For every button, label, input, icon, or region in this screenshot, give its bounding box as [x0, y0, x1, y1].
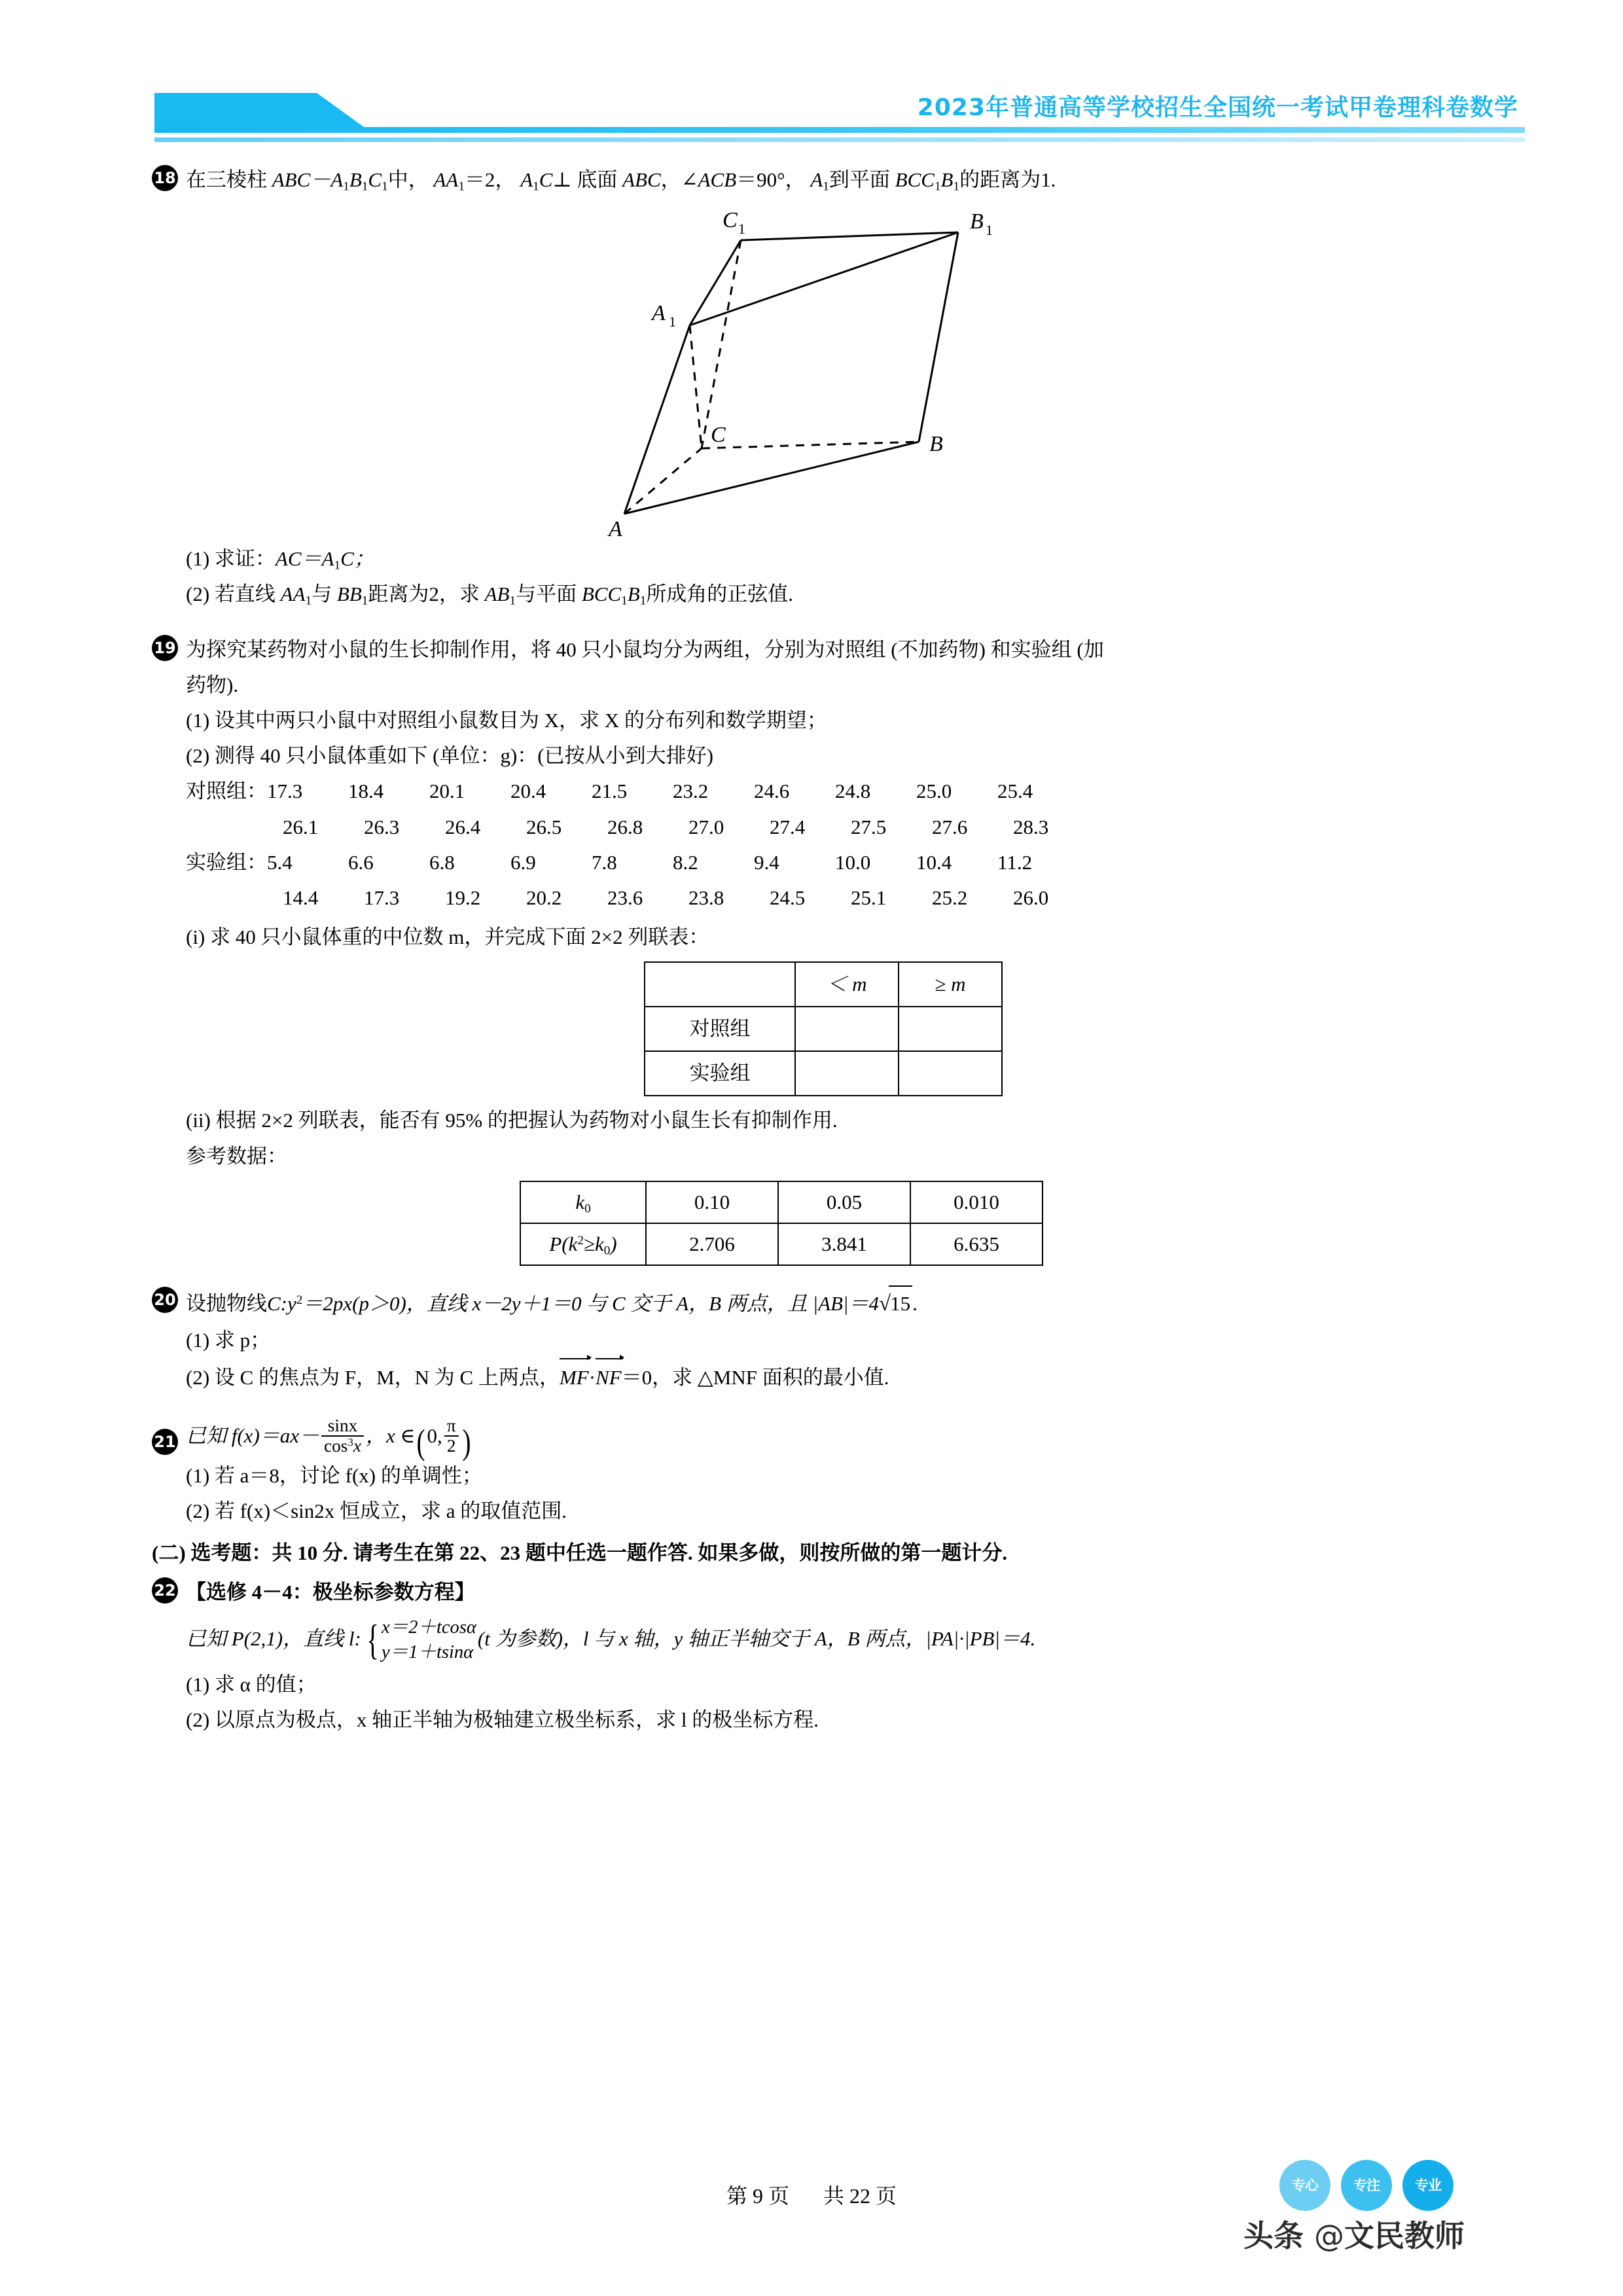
contingency-cell-experiment-ge[interactable]: [899, 1051, 1002, 1096]
data-value: 17.3: [364, 886, 400, 910]
logo-circle-2: 专注: [1341, 2160, 1392, 2211]
fraction-sinx-cos3x: [321, 1416, 364, 1456]
p18-stem-e: ，∠: [660, 168, 698, 191]
figure-label-C1: C: [722, 207, 738, 232]
problem-19-line1: 为探究某药物对小鼠的生长抑制作用，将 40 只小鼠均分为两组，分别为对照组 (不加药物) 和实验组 (加: [186, 637, 1104, 661]
table-row: [520, 1181, 1043, 1223]
watermark: [1243, 2212, 1465, 2255]
p18-stem-a: 在三棱柱: [186, 168, 267, 191]
p18-stem-g: 到平面: [829, 168, 890, 191]
section-b-heading: (二) 选考题：共 10 分. 请考生在第 22、23 题中任选一题作答. 如果多做，则按所做的第一题计分.: [152, 1541, 1008, 1565]
vector-mf: MF: [560, 1359, 589, 1394]
problem-20-sub2: [186, 1359, 1467, 1394]
k-table-label-k0: $k_0$: [520, 1181, 646, 1223]
problem-19-number: 19: [152, 635, 178, 661]
data-value: 9.4: [754, 850, 779, 874]
contingency-row-experiment: 实验组: [645, 1051, 795, 1096]
brand-logo: [1279, 2160, 1541, 2212]
figure-label-C: C: [711, 422, 726, 447]
data-value: 26.1: [283, 815, 319, 838]
table-row: [645, 1007, 1002, 1051]
data-value: 6.6: [348, 850, 374, 874]
paren-close: ): [462, 1422, 471, 1462]
control-group-values-2: [283, 816, 1094, 838]
k-table-prob-1: 3.841: [778, 1223, 910, 1265]
problem-22-title: 【选修 4－4：极坐标参数方程】: [186, 1581, 475, 1604]
experiment-group-label: 实验组：: [186, 850, 267, 874]
problem-22-sub1: (1) 求 α 的值；: [186, 1672, 317, 1696]
problem-22: [152, 1576, 1467, 1736]
k-table-value-0: 0.10: [646, 1181, 778, 1223]
problem-18-stem: 在三棱柱 $ABC-A_1B_1C_1$中， $AA_1=2$， $A_1C\perp$ 底面 ABC，∠ACB＝90°， $A_1$到平面 $BCC_1B_1$的距离为1.: [186, 168, 1056, 194]
problem-19-sub-ii: (ii) 根据 2×2 列联表，能否有 95% 的把握认为药物对小鼠生长有抑制作用.: [186, 1109, 838, 1132]
p18-acb: ACB: [698, 168, 737, 191]
p18-stem-h: 的距离为1.: [959, 168, 1056, 191]
header-banner-shape: [154, 93, 914, 127]
problem-22-sub2: (2) 以原点为极点，x 轴正半轴为极轴建立极坐标系，求 l 的极坐标方程.: [186, 1708, 819, 1731]
problem-19-line2: 药物).: [186, 673, 239, 696]
figure-label-B: B: [929, 431, 943, 456]
problem-19-sub2: (2) 测得 40 只小鼠体重如下 (单位：g)：(已按从小到大排好): [186, 744, 713, 768]
p18-prism3: C: [368, 168, 382, 191]
k-table-value-1: 0.05: [778, 1181, 910, 1223]
problem-19: [152, 634, 1467, 1266]
table-row: [645, 1051, 1002, 1096]
header-rule-primary: [154, 127, 1525, 133]
data-value: 26.5: [526, 815, 562, 838]
fraction-pi-2: [444, 1416, 459, 1456]
contingency-header-lt: ＜ m: [795, 962, 899, 1007]
figure-label-B1: B: [970, 209, 984, 234]
p22-b: (t 为参数)，l 与 x 轴，y 轴正半轴交于 A，B 两点，|PA|·|PB|＝4.: [477, 1626, 1036, 1650]
p18-a1: A: [810, 168, 823, 191]
p18-sub2-e: 所成角的正弦值.: [646, 583, 794, 605]
p18-stem-f: ＝90°，: [736, 168, 806, 191]
p20-b: C:y: [267, 1291, 296, 1315]
p21-interval-num: π: [446, 1415, 456, 1435]
p20-d: x－2y＋1＝0 与 C 交于 A，B 两点，且 |AB|＝4: [472, 1291, 880, 1315]
p18-sub2-c: 距离为2，求: [368, 583, 480, 605]
vector-nf: NF: [596, 1359, 622, 1394]
contingency-cell-experiment-lt[interactable]: [795, 1051, 899, 1096]
p21-b: ，x ∈: [365, 1424, 416, 1447]
problem-19-sub1: (1) 设其中两只小鼠中对照组小鼠数目为 X，求 X 的分布列和数学期望；: [186, 708, 827, 732]
p18-sub2-d: 与平面: [516, 583, 577, 605]
data-value: 6.8: [429, 850, 455, 874]
watermark-at: @: [1314, 2218, 1345, 2253]
page-header: [0, 79, 1623, 144]
p22-a: 已知 P(2,1)，直线 l:: [186, 1626, 361, 1650]
problem-21-sub1: (1) 若 a＝8，讨论 f(x) 的单调性；: [186, 1463, 482, 1487]
figure-label-A1-sub: 1: [669, 313, 676, 330]
p18-sub1-expr: AC＝A: [275, 547, 334, 570]
data-value: 25.4: [997, 780, 1033, 803]
data-value: 20.2: [526, 886, 562, 910]
p18-sub1-text: (1) 求证：: [186, 547, 276, 570]
p21-interval-a: 0,: [427, 1424, 442, 1447]
data-value: 8.2: [673, 850, 698, 874]
p21-frac-den: $\cos^3x$: [321, 1435, 364, 1456]
problem-20: [152, 1285, 1467, 1395]
k-table-prob-0: 2.706: [646, 1223, 778, 1265]
figure-label-B1-sub: 1: [986, 221, 993, 238]
experiment-group-values-1: [267, 851, 1079, 874]
p18-stem-b: 中，: [387, 168, 429, 191]
sqrt-icon: √15: [879, 1285, 912, 1321]
p18-bcc1: BCC: [895, 168, 935, 191]
data-value: 24.5: [770, 886, 806, 910]
p18-a1c: A: [520, 168, 533, 191]
data-value: 6.9: [510, 850, 536, 874]
p22-case2: y＝1＋tsinα: [382, 1642, 474, 1663]
contingency-row-control: 对照组: [645, 1007, 795, 1051]
k-reference-table: [520, 1181, 1043, 1266]
prism-figure: [186, 201, 1467, 541]
logo-circle-1: 专心: [1279, 2160, 1330, 2211]
contingency-corner: [645, 962, 795, 1007]
data-value: 18.4: [348, 780, 384, 803]
p20-dot: ·: [588, 1366, 596, 1390]
data-value: 7.8: [592, 850, 617, 874]
document-content: [152, 164, 1467, 1743]
problem-21-stem: [186, 1414, 1467, 1462]
problem-22-stem: [186, 1615, 1467, 1666]
p21-frac-num: sinx: [327, 1415, 358, 1435]
data-value: 26.0: [1013, 886, 1049, 910]
p20-end: .: [912, 1291, 918, 1315]
header-title: 2023年普通高等学校招生全国统一考试甲卷理科卷数学: [917, 94, 1518, 121]
p18-stem-c: ＝2，: [464, 168, 516, 191]
problem-21-number: 21: [152, 1429, 178, 1455]
p20-c: ＝2px(p＞0)，直线: [302, 1291, 467, 1315]
problem-18-sub2: (2) 若直线 $AA_1$与 $BB_1$距离为2，求 $AB_1$与平面 $BCC_1B_1$所成角的正弦值.: [186, 583, 794, 608]
data-value: 20.1: [429, 780, 465, 803]
experiment-group-row2: [283, 882, 1467, 914]
p21-interval-den: 2: [444, 1435, 459, 1456]
data-value: 25.0: [916, 780, 952, 803]
data-value: 24.6: [754, 780, 790, 803]
table-row: [645, 962, 1002, 1007]
data-value: 23.2: [673, 780, 709, 803]
data-value: 27.5: [851, 815, 887, 838]
problem-18: [152, 164, 1467, 611]
p18-prism: ABC－A: [272, 168, 344, 191]
data-value: 17.3: [267, 780, 303, 803]
experiment-group-row1: [186, 846, 1467, 879]
table-row: [520, 1223, 1043, 1265]
p18-stem-d: ⊥ 底面: [552, 168, 618, 191]
figure-label-C1-sub: 1: [738, 220, 745, 237]
problem-20-number: 20: [152, 1287, 178, 1313]
figure-label-A: A: [609, 516, 622, 541]
data-value: 28.3: [1013, 815, 1049, 838]
problem-20-stem: [186, 1285, 1467, 1321]
p20-sub2-a: (2) 设 C 的焦点为 F，M，N 为 C 上两点，: [186, 1366, 560, 1390]
watermark-user: 文民教师: [1344, 2218, 1465, 2253]
data-value: 25.1: [851, 886, 887, 910]
data-value: 27.0: [688, 815, 724, 838]
p18-sub2-b: 与: [312, 583, 332, 605]
data-value: 26.4: [445, 815, 481, 838]
data-value: 26.3: [364, 815, 400, 838]
data-value: 14.4: [283, 886, 319, 910]
data-value: 27.4: [770, 815, 806, 838]
p20-radicand: 15: [889, 1285, 912, 1320]
data-value: 5.4: [267, 850, 293, 874]
p21-a: 已知 f(x)＝ax－: [186, 1424, 320, 1447]
p22-case1: x＝2＋tcosα: [382, 1617, 476, 1638]
data-value: 27.6: [932, 815, 968, 838]
contingency-cell-control-lt[interactable]: [795, 1007, 899, 1051]
data-value: 26.8: [607, 815, 643, 838]
control-group-row2: [283, 811, 1467, 844]
k-table-prob-2: 6.635: [910, 1223, 1043, 1265]
p18-sub2-a: (2) 若直线: [186, 583, 276, 605]
contingency-header-ge: ≥ m: [899, 962, 1002, 1007]
problem-21-sub2: (2) 若 f(x)＜sin2x 恒成立，求 a 的取值范围.: [186, 1499, 567, 1522]
data-value: 21.5: [592, 780, 628, 803]
figure-label-A1: A: [652, 300, 666, 325]
prism-figure-svg: [592, 201, 1063, 541]
p18-sub1-end: C；: [340, 547, 374, 570]
data-value: 10.4: [916, 850, 952, 874]
parametric-cases: { x＝2＋tcosα y＝1＋tsinα: [366, 1616, 476, 1664]
contingency-table: [644, 961, 1003, 1096]
p18-bcc1b: B: [940, 168, 954, 191]
header-rule-secondary: [154, 137, 1525, 142]
p20-sup: 2: [296, 1293, 303, 1307]
data-value: 19.2: [445, 886, 481, 910]
data-value: 11.2: [997, 850, 1033, 874]
experiment-group-values-2: [283, 886, 1094, 909]
problem-19-ref-label: 参考数据：: [186, 1144, 287, 1168]
data-value: 23.8: [688, 886, 724, 910]
problem-18-number: 18: [152, 165, 178, 191]
control-group-label: 对照组：: [186, 780, 267, 803]
footer-page-number: 第 9 页: [726, 2184, 789, 2208]
p18-aa1: AA: [433, 168, 459, 191]
data-value: 24.8: [835, 780, 871, 803]
k-table-label-prob: $P(k^2\ge k_0)$: [520, 1223, 646, 1265]
problem-22-number: 22: [152, 1577, 178, 1604]
data-value: 10.0: [835, 850, 871, 874]
data-value: 25.2: [932, 886, 968, 910]
problem-18-sub1: (1) 求证：$AC=A_1C$；: [186, 547, 374, 572]
watermark-brand: 头条: [1243, 2218, 1304, 2253]
p18-prism2: B: [349, 168, 362, 191]
p20-sub2-b: ＝0，求 △MNF 面积的最小值.: [621, 1366, 889, 1390]
problem-21: [152, 1414, 1467, 1528]
control-group-row1: [186, 775, 1467, 808]
k-table-value-2: 0.010: [910, 1181, 1043, 1223]
contingency-cell-control-ge[interactable]: [899, 1007, 1002, 1051]
p18-abc: ABC: [622, 168, 661, 191]
p20-a: 设抛物线: [186, 1291, 267, 1315]
footer-total-pages: 共 22 页: [823, 2184, 897, 2208]
paren-open: (: [416, 1422, 425, 1462]
problem-19-sub-i: (i) 求 40 只小鼠体重的中位数 m，并完成下面 2×2 列联表：: [186, 925, 709, 949]
data-value: 23.6: [607, 886, 643, 910]
problem-20-sub1: (1) 求 p；: [186, 1329, 271, 1352]
control-group-values-1: [267, 780, 1079, 802]
data-value: 20.4: [510, 780, 546, 803]
logo-circle-3: 专业: [1402, 2160, 1454, 2211]
